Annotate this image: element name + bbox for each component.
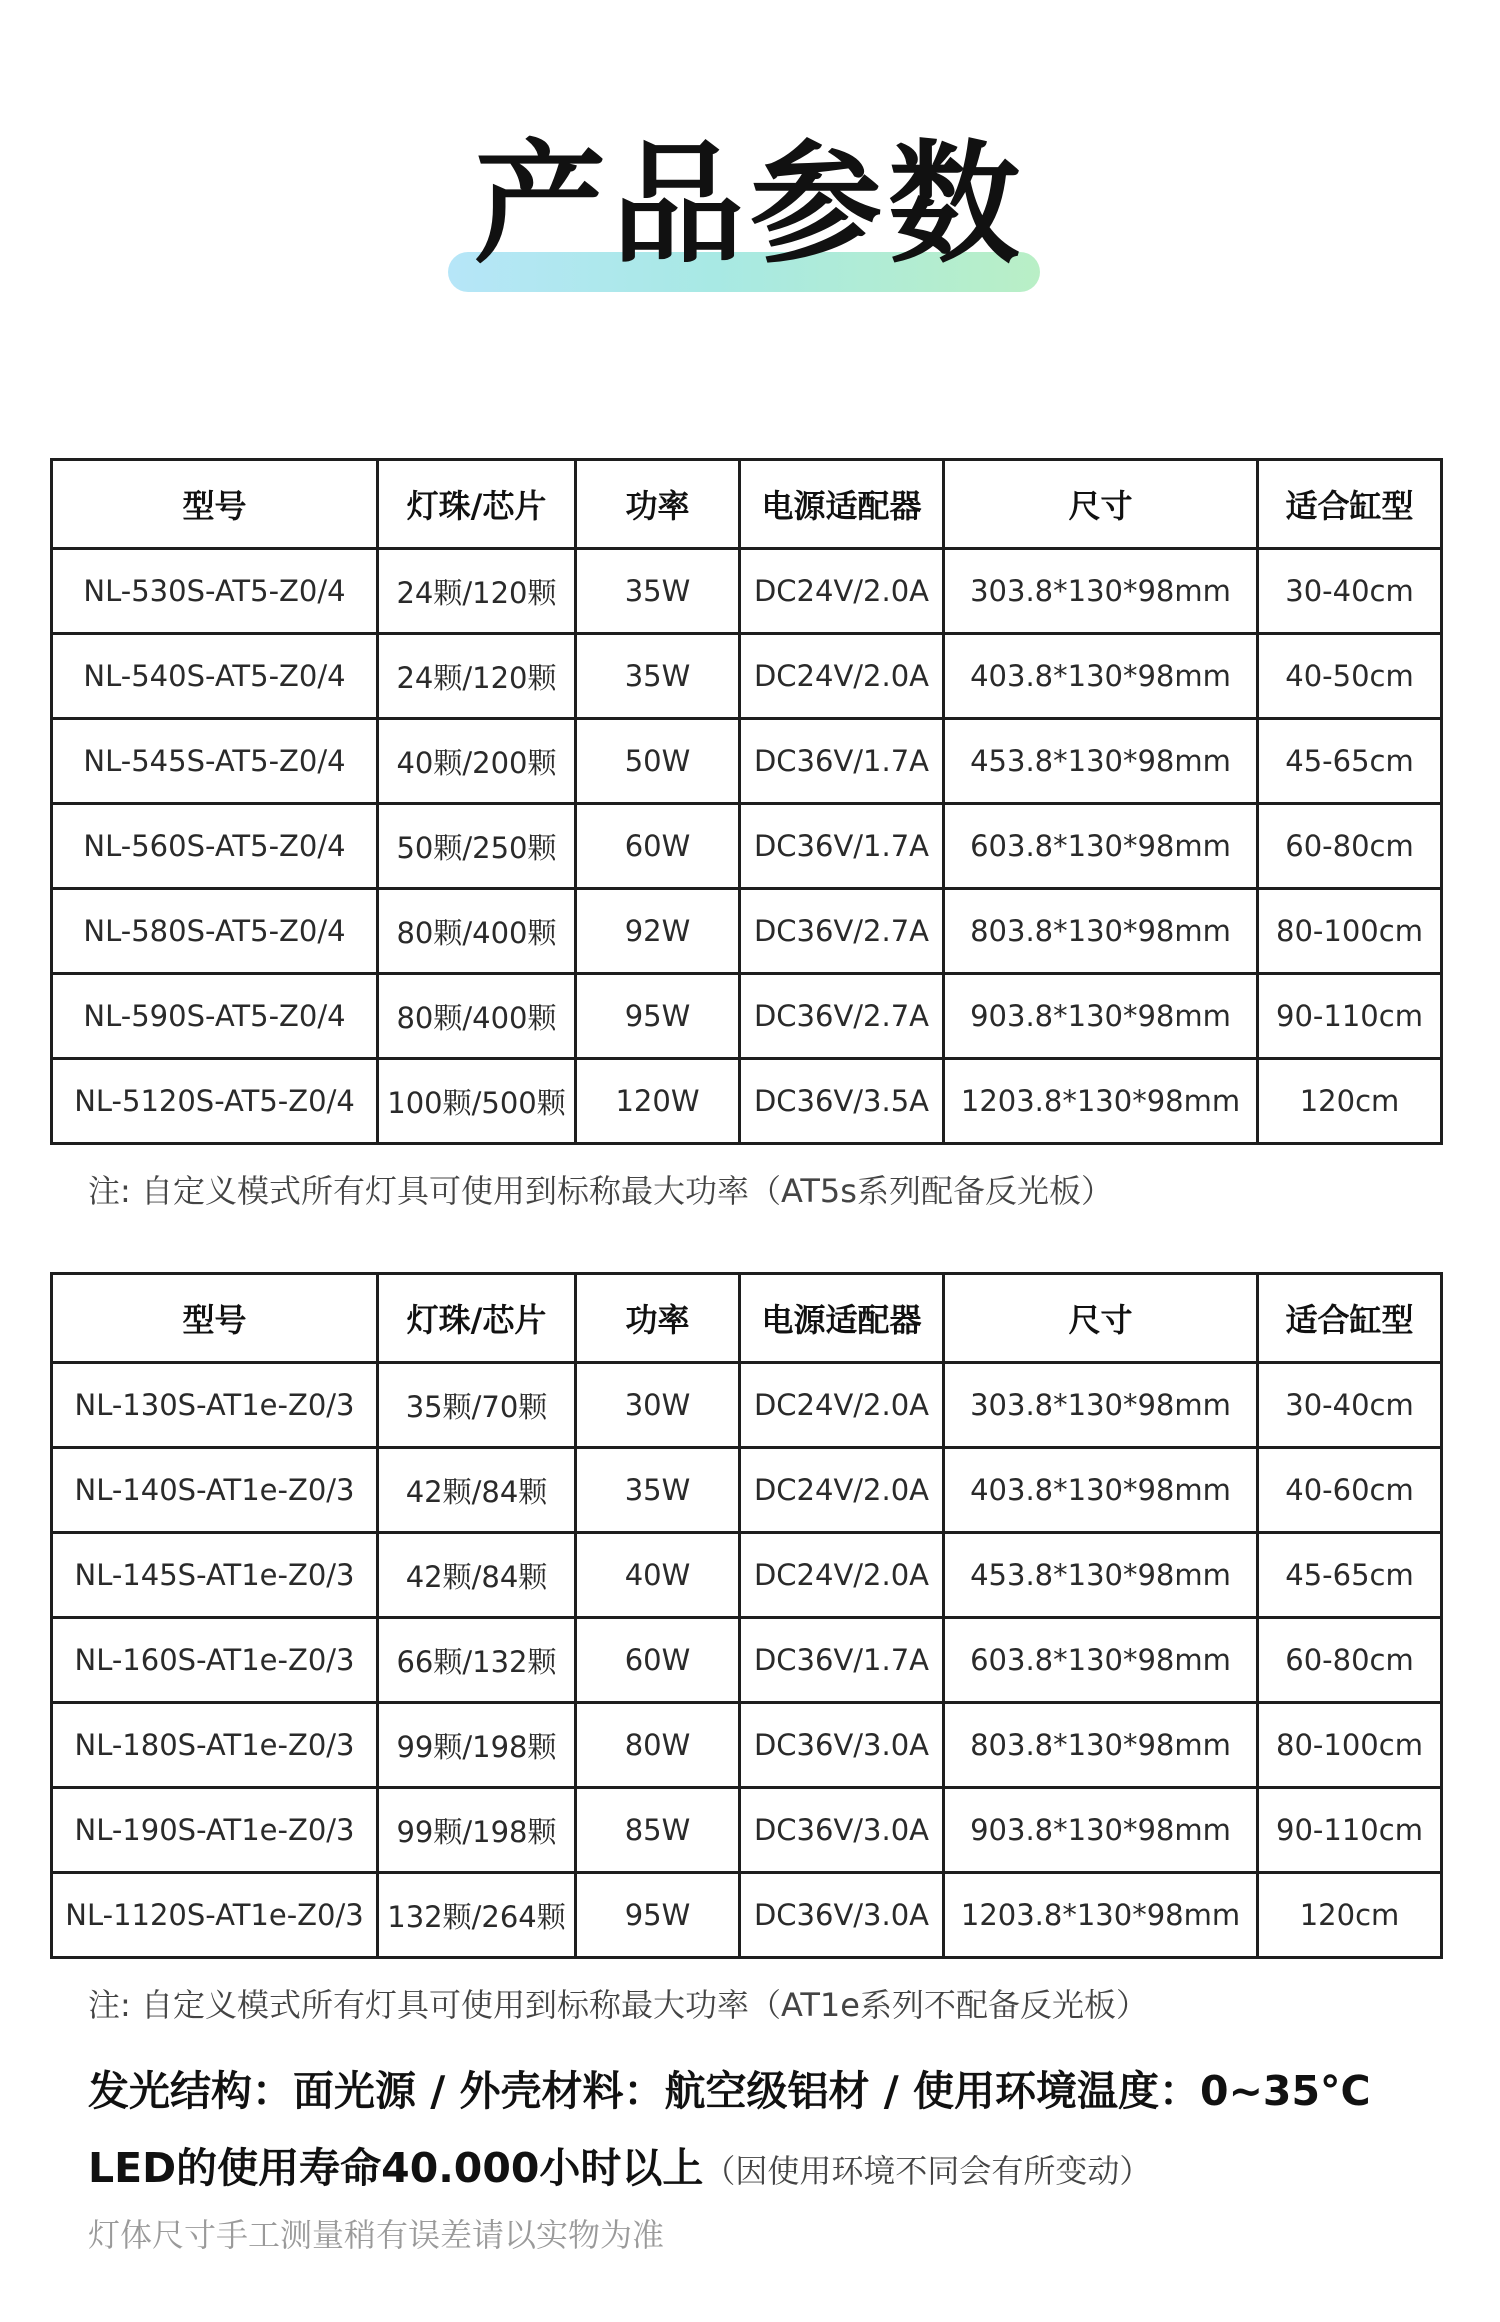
page-title: 产品参数 <box>474 128 1026 282</box>
cell-led-chip: 50颗/250颗 <box>378 804 576 889</box>
cell-model: NL-540S-AT5-Z0/4 <box>52 634 378 719</box>
cell-model: NL-190S-AT1e-Z0/3 <box>52 1788 378 1873</box>
table-row <box>52 1873 1442 1958</box>
header-model: 型号 <box>52 460 378 549</box>
cell-tank: 40-50cm <box>1258 634 1442 719</box>
header-tank: 适合缸型 <box>1258 1274 1442 1363</box>
cell-power: 50W <box>576 719 740 804</box>
cell-size: 303.8*130*98mm <box>944 549 1258 634</box>
cell-size: 803.8*130*98mm <box>944 1703 1258 1788</box>
cell-adapter: DC24V/2.0A <box>740 1448 944 1533</box>
cell-tank: 30-40cm <box>1258 1363 1442 1448</box>
cell-adapter: DC36V/3.5A <box>740 1059 944 1144</box>
cell-tank: 60-80cm <box>1258 804 1442 889</box>
cell-led-chip: 80颗/400颗 <box>378 974 576 1059</box>
cell-adapter: DC24V/2.0A <box>740 1533 944 1618</box>
cell-model: NL-180S-AT1e-Z0/3 <box>52 1703 378 1788</box>
features-line: 发光结构：面光源 / 外壳材料：航空级铝材 / 使用环境温度：0~35°C <box>88 2067 1371 2115</box>
table-row <box>52 1618 1442 1703</box>
table-header-row <box>52 460 1442 549</box>
cell-adapter: DC24V/2.0A <box>740 1363 944 1448</box>
cell-led-chip: 24颗/120颗 <box>378 634 576 719</box>
cell-model: NL-580S-AT5-Z0/4 <box>52 889 378 974</box>
cell-tank: 40-60cm <box>1258 1448 1442 1533</box>
cell-led-chip: 40颗/200颗 <box>378 719 576 804</box>
cell-adapter: DC36V/3.0A <box>740 1873 944 1958</box>
cell-tank: 45-65cm <box>1258 719 1442 804</box>
cell-size: 1203.8*130*98mm <box>944 1873 1258 1958</box>
cell-model: NL-560S-AT5-Z0/4 <box>52 804 378 889</box>
table-row <box>52 1448 1442 1533</box>
table-row <box>52 1363 1442 1448</box>
header-led-chip: 灯珠/芯片 <box>378 1274 576 1363</box>
cell-power: 60W <box>576 804 740 889</box>
table-row <box>52 889 1442 974</box>
header-led-chip: 灯珠/芯片 <box>378 460 576 549</box>
lifespan-main: LED的使用寿命40.000小时以上 <box>88 2144 704 2192</box>
cell-tank: 80-100cm <box>1258 889 1442 974</box>
cell-tank: 120cm <box>1258 1873 1442 1958</box>
cell-led-chip: 24颗/120颗 <box>378 549 576 634</box>
table-row <box>52 1703 1442 1788</box>
cell-model: NL-160S-AT1e-Z0/3 <box>52 1618 378 1703</box>
cell-model: NL-140S-AT1e-Z0/3 <box>52 1448 378 1533</box>
cell-size: 303.8*130*98mm <box>944 1363 1258 1448</box>
header-adapter: 电源适配器 <box>740 1274 944 1363</box>
cell-power: 35W <box>576 1448 740 1533</box>
cell-adapter: DC36V/2.7A <box>740 974 944 1059</box>
cell-size: 903.8*130*98mm <box>944 1788 1258 1873</box>
cell-model: NL-1120S-AT1e-Z0/3 <box>52 1873 378 1958</box>
cell-power: 30W <box>576 1363 740 1448</box>
cell-size: 403.8*130*98mm <box>944 1448 1258 1533</box>
cell-size: 403.8*130*98mm <box>944 634 1258 719</box>
cell-size: 603.8*130*98mm <box>944 1618 1258 1703</box>
cell-adapter: DC36V/1.7A <box>740 1618 944 1703</box>
cell-led-chip: 66颗/132颗 <box>378 1618 576 1703</box>
cell-size: 453.8*130*98mm <box>944 1533 1258 1618</box>
cell-model: NL-145S-AT1e-Z0/3 <box>52 1533 378 1618</box>
cell-adapter: DC36V/3.0A <box>740 1788 944 1873</box>
cell-model: NL-590S-AT5-Z0/4 <box>52 974 378 1059</box>
header-size: 尺寸 <box>944 1274 1258 1363</box>
header-adapter: 电源适配器 <box>740 460 944 549</box>
cell-adapter: DC24V/2.0A <box>740 634 944 719</box>
cell-led-chip: 80颗/400颗 <box>378 889 576 974</box>
cell-tank: 80-100cm <box>1258 1703 1442 1788</box>
cell-led-chip: 99颗/198颗 <box>378 1788 576 1873</box>
cell-adapter: DC36V/1.7A <box>740 804 944 889</box>
cell-tank: 45-65cm <box>1258 1533 1442 1618</box>
cell-tank: 90-110cm <box>1258 1788 1442 1873</box>
cell-led-chip: 35颗/70颗 <box>378 1363 576 1448</box>
cell-model: NL-130S-AT1e-Z0/3 <box>52 1363 378 1448</box>
header-power: 功率 <box>576 460 740 549</box>
title-block <box>0 130 1500 300</box>
spec-table-at5 <box>50 458 1443 1145</box>
cell-adapter: DC24V/2.0A <box>740 549 944 634</box>
table-header-row <box>52 1274 1442 1363</box>
header-tank: 适合缸型 <box>1258 460 1442 549</box>
cell-led-chip: 42颗/84颗 <box>378 1448 576 1533</box>
cell-tank: 120cm <box>1258 1059 1442 1144</box>
cell-adapter: DC36V/1.7A <box>740 719 944 804</box>
cell-power: 120W <box>576 1059 740 1144</box>
header-size: 尺寸 <box>944 460 1258 549</box>
cell-led-chip: 100颗/500颗 <box>378 1059 576 1144</box>
cell-power: 60W <box>576 1618 740 1703</box>
cell-size: 1203.8*130*98mm <box>944 1059 1258 1144</box>
cell-led-chip: 99颗/198颗 <box>378 1703 576 1788</box>
cell-tank: 30-40cm <box>1258 549 1442 634</box>
table-row <box>52 719 1442 804</box>
cell-power: 35W <box>576 549 740 634</box>
note-at5: 注: 自定义模式所有灯具可使用到标称最大功率（AT5s系列配备反光板） <box>88 1172 1113 1210</box>
cell-size: 803.8*130*98mm <box>944 889 1258 974</box>
note-at1e: 注: 自定义模式所有灯具可使用到标称最大功率（AT1e系列不配备反光板） <box>88 1986 1148 2024</box>
table-row <box>52 1788 1442 1873</box>
table-row <box>52 1059 1442 1144</box>
cell-size: 603.8*130*98mm <box>944 804 1258 889</box>
cell-model: NL-530S-AT5-Z0/4 <box>52 549 378 634</box>
cell-power: 40W <box>576 1533 740 1618</box>
cell-power: 85W <box>576 1788 740 1873</box>
cell-power: 35W <box>576 634 740 719</box>
cell-power: 80W <box>576 1703 740 1788</box>
cell-size: 903.8*130*98mm <box>944 974 1258 1059</box>
cell-model: NL-545S-AT5-Z0/4 <box>52 719 378 804</box>
cell-model: NL-5120S-AT5-Z0/4 <box>52 1059 378 1144</box>
cell-tank: 60-80cm <box>1258 1618 1442 1703</box>
table-row <box>52 549 1442 634</box>
size-disclaimer: 灯体尺寸手工测量稍有误差请以实物为准 <box>88 2216 665 2254</box>
cell-power: 95W <box>576 1873 740 1958</box>
header-power: 功率 <box>576 1274 740 1363</box>
cell-led-chip: 42颗/84颗 <box>378 1533 576 1618</box>
cell-adapter: DC36V/3.0A <box>740 1703 944 1788</box>
spec-table-at1e <box>50 1272 1443 1959</box>
table-row <box>52 634 1442 719</box>
cell-size: 453.8*130*98mm <box>944 719 1258 804</box>
cell-power: 92W <box>576 889 740 974</box>
table-row <box>52 1533 1442 1618</box>
cell-adapter: DC36V/2.7A <box>740 889 944 974</box>
table-row <box>52 804 1442 889</box>
header-model: 型号 <box>52 1274 378 1363</box>
lifespan-sub: （因使用环境不同会有所变动） <box>703 2152 1152 2190</box>
table-row <box>52 974 1442 1059</box>
cell-led-chip: 132颗/264颗 <box>378 1873 576 1958</box>
cell-power: 95W <box>576 974 740 1059</box>
cell-tank: 90-110cm <box>1258 974 1442 1059</box>
lifespan-line <box>88 2135 1151 2194</box>
